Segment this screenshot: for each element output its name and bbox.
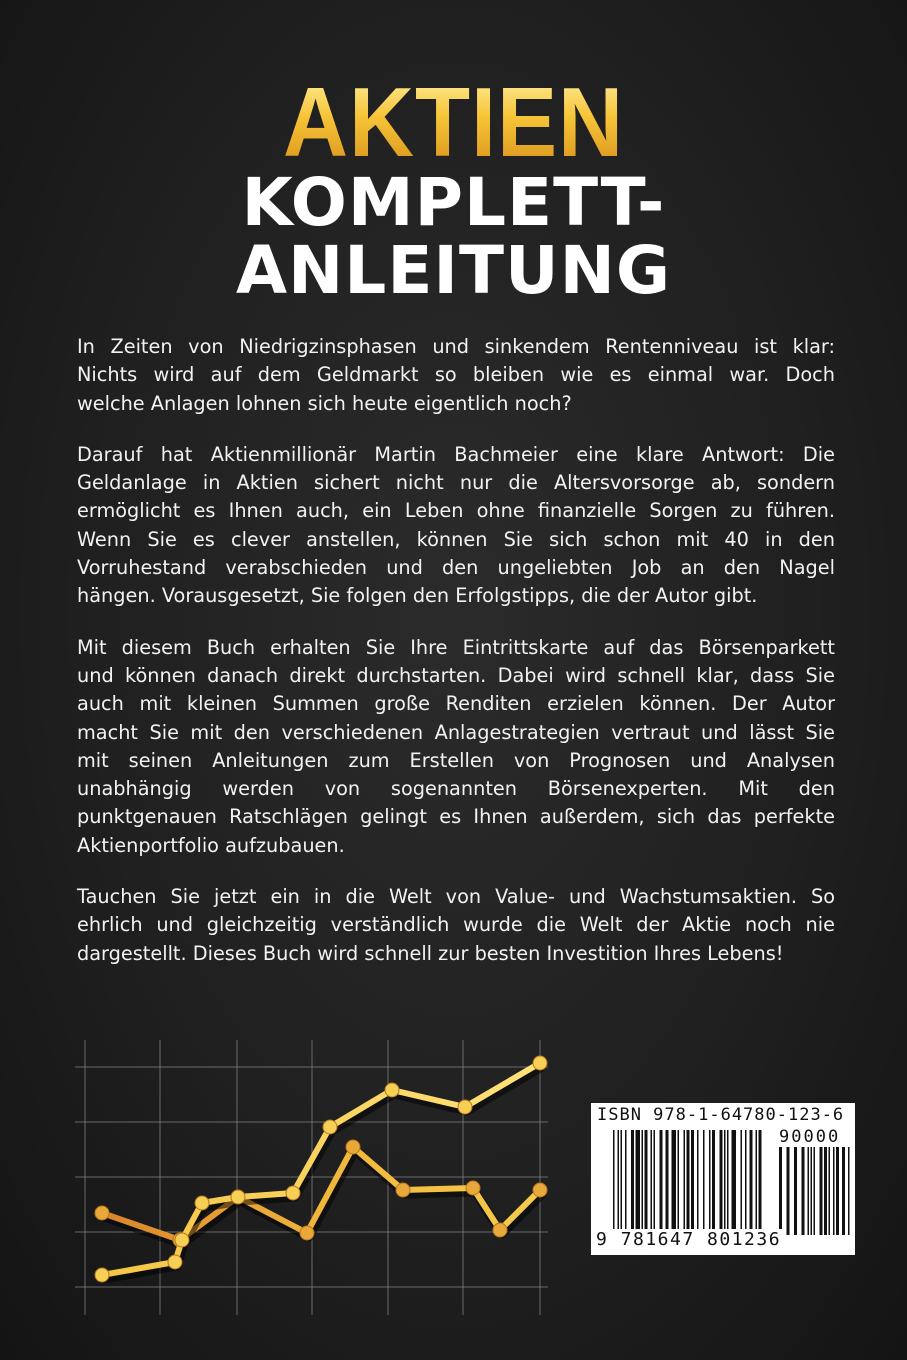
- subtitle-line-2: ANLEITUNG: [235, 232, 672, 309]
- barcode-bar: [712, 1130, 715, 1233]
- barcode-bar: [745, 1130, 747, 1233]
- barcode-bar: [779, 1147, 782, 1235]
- text-line: und können danach direkt durchstarten. Dabei wird schnell klar, dass Sie: [77, 663, 835, 687]
- upper-series-point: [323, 1120, 337, 1134]
- lower-series-point: [300, 1226, 314, 1240]
- text-line: Wenn Sie es clever anstellen, können Sie sich schon mit 40 in den: [77, 527, 835, 551]
- barcode-bar: [613, 1130, 615, 1238]
- title-aktien: AKTIEN: [36, 72, 870, 172]
- text-line: ehrlich und gleichzeitig verständlich wurde die Welt der Aktie noch nie: [77, 913, 835, 937]
- text-line: Mit diesem Buch erhalten Sie Ihre Eintrittskarte auf das Börsenparkett: [77, 635, 835, 659]
- text-line: welche Anlagen lohnen sich heute eigentlich noch?: [77, 391, 572, 415]
- barcode-bar: [724, 1130, 726, 1233]
- upper-series-point: [231, 1190, 245, 1204]
- text-line: hängen. Vorausgesetzt, Sie folgen den Erfolgstipps, die der Autor gibt.: [77, 584, 758, 608]
- barcode-bar: [732, 1130, 737, 1233]
- barcode-bar: [750, 1130, 753, 1233]
- price-code: 90000: [779, 1127, 841, 1147]
- barcode-bar: [824, 1147, 827, 1235]
- barcode-bar: [756, 1130, 758, 1233]
- text-line: Tauchen Sie jetzt ein in die Welt von Value- und Wachstumsaktien. So: [77, 885, 835, 909]
- barcode-bar: [814, 1147, 816, 1235]
- barcode-bar: [678, 1130, 680, 1233]
- lower-series-point: [533, 1183, 547, 1197]
- barcode-bar: [848, 1147, 850, 1235]
- barcode-bar: [672, 1130, 677, 1233]
- text-line: auch mit kleinen Summen große Renditen erzielen können. Der Autor: [77, 692, 835, 716]
- text-line: Aktienportfolio aufzubauen.: [77, 833, 345, 857]
- text-line: unabhängig werden von sogenannten Börsenexperten. Mit den: [77, 777, 835, 801]
- barcode-bar: [691, 1130, 694, 1233]
- barcode-bar: [654, 1130, 656, 1233]
- barcode-bar: [741, 1130, 743, 1233]
- barcode-bar: [811, 1147, 813, 1235]
- barcode-bar: [836, 1147, 839, 1235]
- barcode-bar: [820, 1147, 823, 1235]
- barcode-bar: [727, 1130, 729, 1233]
- text-line: punktgenauen Ratschlägen gelingt es Ihnen außerdem, sich das perfekte: [77, 805, 835, 829]
- text-line: Geldanlage in Aktien sichert nicht nur die Altersvorsorge ab, sondern: [77, 471, 835, 495]
- barcode-bar: [787, 1147, 790, 1235]
- upper-series-point: [385, 1083, 399, 1097]
- barcode-bar: [642, 1130, 644, 1233]
- barcode-bar: [636, 1130, 641, 1233]
- lower-series-point: [493, 1223, 507, 1237]
- barcode-bar: [720, 1130, 723, 1233]
- barcode-bar: [618, 1130, 620, 1233]
- barcode-bar: [651, 1130, 653, 1233]
- barcode-bar: [660, 1130, 663, 1233]
- text-line: mit seinen Anleitungen zum Erstellen von Prognosen und Analysen: [77, 748, 835, 772]
- barcode-bar: [684, 1130, 686, 1238]
- barcode-bar: [666, 1130, 669, 1233]
- isbn-barcode: [591, 1103, 855, 1255]
- barcode-bar: [645, 1130, 648, 1233]
- barcode-bar: [631, 1130, 634, 1233]
- barcode-digits: 9 781647 801236: [596, 1229, 782, 1250]
- text-line: Darauf hat Aktienmillionär Martin Bachmeier eine klare Antwort: Die: [77, 442, 835, 466]
- upper-series-point: [175, 1233, 189, 1247]
- barcode-bar: [842, 1147, 845, 1235]
- text-line: In Zeiten von Niedrigzinsphasen und sinkendem Rentenniveau ist klar:: [77, 335, 835, 358]
- barcode-bar: [829, 1147, 831, 1235]
- subtitle-line-1: KOMPLETT-: [241, 164, 666, 241]
- upper-series-point: [286, 1186, 300, 1200]
- lower-series-point: [346, 1140, 360, 1154]
- text-line: dargestellt. Dieses Buch wird schnell zur besten Investition Ihres Lebens!: [77, 941, 784, 965]
- upper-series-point: [458, 1100, 472, 1114]
- lower-series-point: [95, 1206, 109, 1220]
- text-line: macht Sie mit den verschiedenen Anlagestrategien vertraut und lässt Sie: [77, 720, 835, 744]
- upper-series-point: [533, 1056, 547, 1070]
- barcode-bar: [625, 1130, 627, 1233]
- barcode-bar: [833, 1147, 835, 1235]
- barcode-bar: [802, 1147, 805, 1235]
- text-line: Vorruhestand verabschieden und den ungeliebten Job an den Nagel: [77, 556, 835, 580]
- lower-series-point: [396, 1183, 410, 1197]
- barcode-bar: [759, 1130, 762, 1238]
- barcode-bar: [808, 1147, 810, 1235]
- upper-series-point: [95, 1268, 109, 1282]
- isbn-label: ISBN 978-1-64780-123-6: [597, 1105, 845, 1125]
- upper-series-point: [168, 1255, 182, 1269]
- barcode-bar: [794, 1147, 797, 1235]
- barcode-bar: [697, 1130, 699, 1233]
- text-line: Nichts wird auf dem Geldmarkt so bleiben wie es einmal war. Doch: [77, 363, 835, 387]
- barcode-bar: [687, 1130, 690, 1238]
- barcode-bar: [709, 1130, 711, 1233]
- text-line: ermöglicht es Ihnen auch, ein Leben ohne finanzielle Sorgen zu führen.: [77, 499, 835, 523]
- barcode-bar: [703, 1130, 705, 1233]
- barcode-bar: [621, 1130, 623, 1233]
- upper-series-point: [195, 1196, 209, 1210]
- lower-series-point: [466, 1181, 480, 1195]
